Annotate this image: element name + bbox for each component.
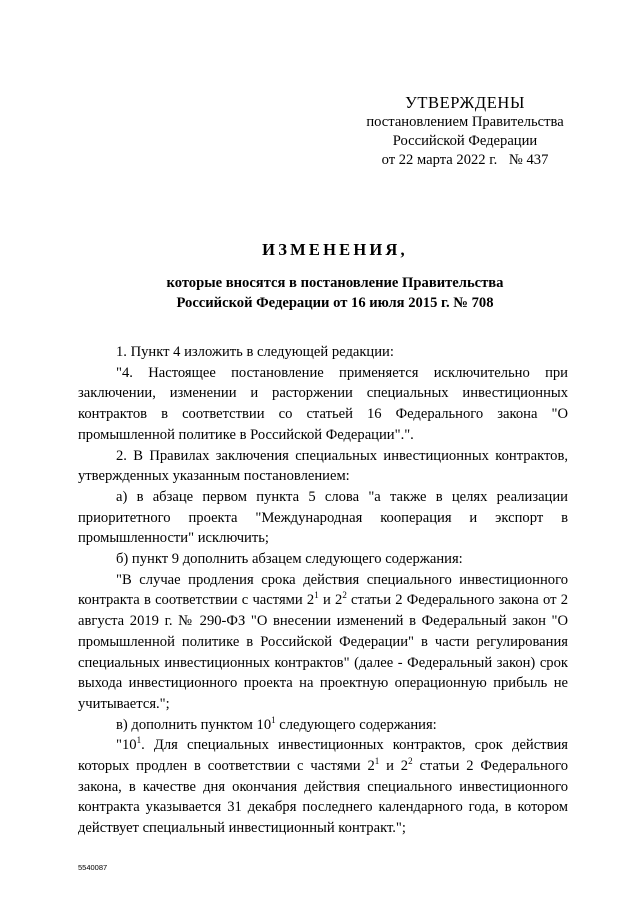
approval-date: от 22 марта 2022 г.	[381, 152, 498, 168]
document-code: 5540087	[78, 863, 108, 872]
superscript: 2	[342, 590, 347, 601]
approval-date-number	[330, 151, 600, 170]
heading-subtitle-line2: Российской Федерации от 16 июля 2015 г. № 708	[176, 295, 494, 311]
paragraph-6: "В случае продления срока действия специального инвестиционного контракта в соответствии с частями $2^1$ и $2^2$ статьи 2 Федерального закона от 2 августа 2019 г. № 290-ФЗ "О внесении изменений в Федеральный закон "О промышленной политике в Российской Федерации" в части регулирования специальных инвестиционных контрактов" (далее - Федеральный закон) срок выхода инвестиционного проекта на проектную операционную прибыль не учитывается.";	[78, 571, 569, 712]
heading-subtitle-line1: которые вносятся в постановление Правительства	[166, 275, 504, 291]
superscript: 1	[314, 590, 319, 601]
superscript: 1	[271, 714, 276, 725]
superscript: 2	[408, 756, 413, 767]
document-body	[78, 342, 568, 839]
superscript: 1	[374, 756, 380, 767]
paragraph-3: 2. В Правилах заключения специальных инвестиционных контрактов, утвержденных указанным постановлением:	[78, 447, 568, 485]
approval-issuer-line2: Российской Федерации	[392, 133, 538, 149]
paragraph-5: б) пункт 9 дополнить абзацем следующего содержания:	[116, 551, 463, 568]
approval-number: 437	[526, 152, 549, 168]
approval-number-sign: №	[508, 152, 523, 168]
paragraph-1: 1. Пункт 4 изложить в следующей редакции:	[116, 344, 394, 360]
paragraph-4: а) в абзаце первом пункта 5 слова "а также в целях реализации приоритетного проекта "Международная кооперация и экспорт в промышленности" исключить;	[78, 488, 568, 547]
heading-title: ИЗМЕНЕНИЯ,	[262, 240, 408, 259]
approval-issuer-line1: постановлением Правительства	[366, 114, 564, 130]
paragraph-7: в) дополнить пунктом $10^1$ следующего содержания:	[116, 714, 437, 733]
paragraph-8: "$10^1$. Для специальных инвестиционных контрактов, срок действия которых продлен в соответствии с частями $2^1$ и $2^2$ статьи 2 Федерального закона, в качестве дня окончания действия специального инвестиционного контракта указывается 31 декабря последнего календарного года, в котором действует специальный инвестиционный контракт.";	[78, 735, 568, 837]
paragraph-2: "4. Настоящее постановление применяется исключительно при заключении, изменении и расторжении специальных инвестиционных контрактов в соответствии со статьей 16 Федерального закона "О промышленной политике в Российской Федерации".".	[78, 364, 568, 443]
document-heading	[90, 240, 580, 313]
approval-title: УТВЕРЖДЕНЫ	[405, 93, 525, 112]
superscript: 1	[136, 735, 142, 746]
approval-stamp	[330, 93, 600, 170]
